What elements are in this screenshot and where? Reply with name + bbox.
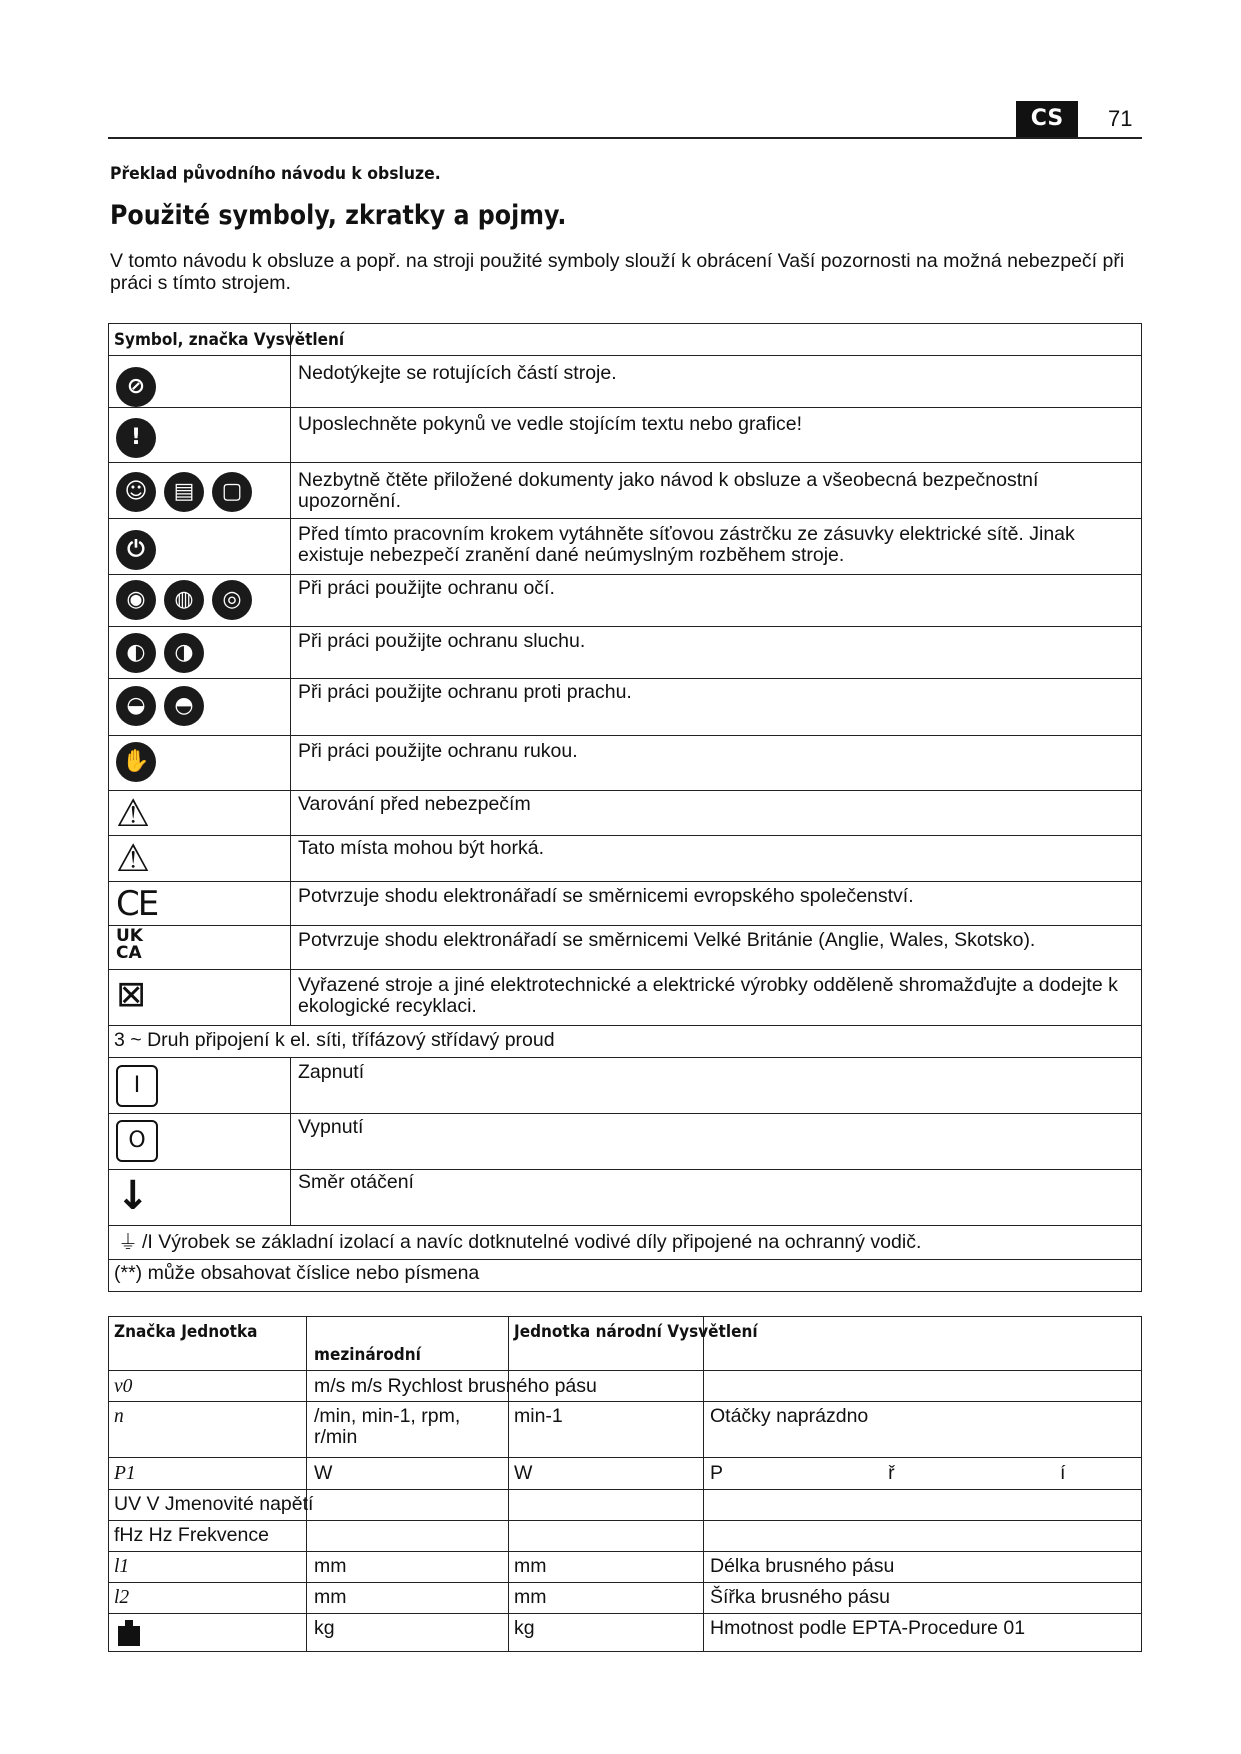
column-divider: [290, 323, 291, 1025]
symbol-description: Tato místa mohou být horká.: [298, 837, 545, 859]
row-divider: [108, 1370, 1142, 1371]
unit-cell: mm: [514, 1586, 547, 1608]
row-divider: [108, 1057, 1142, 1058]
unit-description: Šířka brusného pásu: [710, 1586, 890, 1608]
row-divider: [108, 1520, 1142, 1521]
icon-cell: [116, 973, 146, 1017]
symbol-description: Nezbytně čtěte přiložené dokumenty jako návod k obsluze a všeobecná bezpečnostní upozornění.: [298, 469, 1039, 512]
intro-paragraph: V tomto návodu k obsluze a popř. na stroji použité symboly slouží k obrácení Vaší pozornosti na možná nebezpečí při práci s tímto strojem.: [110, 250, 1125, 294]
row-divider: [108, 518, 1142, 519]
symbol-description: Při práci použijte ochranu očí.: [298, 577, 555, 599]
row-divider: [108, 835, 1142, 836]
footnote: (**) může obsahovat číslice nebo písmena: [114, 1262, 480, 1284]
icon-cell: [116, 418, 156, 458]
symbol-description: Při práci použijte ochranu proti prachu.: [298, 681, 632, 703]
unit-description: P ř í: [710, 1462, 1066, 1484]
weight-icon: [118, 1620, 140, 1646]
column-divider: [306, 1316, 307, 1652]
unit-symbol: v0: [114, 1376, 133, 1397]
row-divider: [108, 407, 1142, 408]
unit-cell: UV V Jmenovité napětí: [114, 1493, 314, 1515]
row-divider: [108, 1582, 1142, 1583]
document-subtitle: Překlad původního návodu k obsluze.: [110, 164, 441, 184]
symbol-description: Varování před nebezpečím: [298, 793, 531, 815]
units-table: [108, 1316, 1142, 1652]
row-divider: [108, 1169, 1142, 1170]
row-divider: [108, 462, 1142, 463]
unit-description: Délka brusného pásu: [710, 1555, 895, 1577]
page-number: 71: [1108, 106, 1133, 131]
row-divider: [108, 881, 1142, 882]
row-divider: [108, 925, 1142, 926]
header-rule: [108, 137, 1142, 139]
icon-cell: [116, 793, 150, 833]
ukca-mark-icon: UK CA: [116, 926, 143, 963]
protective-class-note: /I Výrobek se základní izolací a navíc dotknutelné vodivé díly připojené na ochranný vodič.: [142, 1231, 922, 1253]
row-divider: [108, 969, 1142, 970]
respirator-icon: ◓: [164, 686, 204, 726]
manual-page-icon: ▢: [212, 472, 252, 512]
row-divider: [108, 678, 1142, 679]
unit-cell: W: [314, 1462, 333, 1484]
weee-bin-icon: ⊠: [116, 974, 147, 1015]
symbol-description: Potvrzuje shodu elektronářadí se směrnicemi evropského společenství.: [298, 885, 914, 907]
row-divider: [108, 1259, 1142, 1260]
unit-cell: /min, min-1, rpm, r/min: [314, 1405, 461, 1448]
three-phase-note: 3 ~ Druh připojení k el. síti, třífázový střídavý proud: [114, 1029, 555, 1051]
icon-cell: [116, 633, 204, 673]
protective-earth-icon: ⏚: [118, 1230, 138, 1254]
row-divider: [108, 574, 1142, 575]
column-divider: [508, 1316, 509, 1652]
unit-cell: mm: [314, 1586, 347, 1608]
unit-cell: kg: [314, 1617, 335, 1639]
no-touch-rotating-icon: ⊘: [116, 367, 156, 407]
symbols-table-header: Symbol, značka Vysvětlení: [114, 330, 345, 350]
unplug-icon: ⏻: [116, 530, 156, 570]
row-divider: [108, 790, 1142, 791]
icon-cell: [116, 472, 252, 512]
row-divider: [108, 355, 1142, 356]
icon-cell: [116, 686, 204, 726]
unit-cell: fHz Hz Frekvence: [114, 1524, 269, 1546]
row-divider: [108, 626, 1142, 627]
ce-mark-icon: CE: [116, 884, 158, 924]
row-divider: [108, 1457, 1142, 1458]
row-divider: [108, 735, 1142, 736]
unit-symbol: l2: [114, 1587, 130, 1608]
icon-cell: [116, 928, 146, 962]
icon-cell: [116, 530, 156, 570]
icon-cell: [116, 1065, 158, 1107]
symbol-description: Při práci použijte ochranu sluchu.: [298, 630, 586, 652]
switch-description: Zapnutí: [298, 1061, 365, 1083]
switch-description: Směr otáčení: [298, 1171, 414, 1193]
unit-cell: W: [514, 1462, 533, 1484]
row-divider: [108, 1613, 1142, 1614]
icon-cell: [116, 884, 157, 924]
icon-cell: [116, 742, 156, 782]
units-header-col1: Značka Jednotka: [114, 1322, 258, 1342]
gloves-icon: ✋: [116, 742, 156, 782]
row-divider: [108, 1113, 1142, 1114]
read-manual-icon: ☺: [116, 472, 156, 512]
unit-description: Otáčky naprázdno: [710, 1405, 869, 1427]
safety-glasses-icon: ◎: [212, 580, 252, 620]
ear-protection-icon: ◑: [164, 633, 204, 673]
unit-symbol: n: [114, 1406, 124, 1427]
symbol-description: Nedotýkejte se rotujících částí stroje.: [298, 362, 617, 384]
unit-cell: mm: [514, 1555, 547, 1577]
goggles-icon: ◉: [116, 580, 156, 620]
unit-cell: mm: [314, 1555, 347, 1577]
icon-cell: [116, 1120, 158, 1162]
exclamation-icon: !: [116, 418, 156, 458]
icon-cell: [116, 367, 156, 407]
unit-description: Hmotnost podle EPTA-Procedure 01: [710, 1617, 1026, 1639]
unit-cell: kg: [514, 1617, 535, 1639]
icon-cell: [116, 580, 252, 620]
hot-surface-icon: ⚠: [116, 836, 151, 880]
column-divider: [703, 1316, 704, 1652]
column-divider: [290, 1057, 291, 1225]
icon-cell: [116, 838, 150, 878]
power-off-icon: O: [116, 1120, 158, 1162]
ear-muffs-icon: ◐: [116, 633, 156, 673]
face-shield-icon: ◍: [164, 580, 204, 620]
manual-book-icon: ▤: [164, 472, 204, 512]
units-header-col3: Jednotka národní Vysvětlení: [514, 1322, 758, 1342]
switch-description: Vypnutí: [298, 1116, 364, 1138]
row-divider: [108, 1489, 1142, 1490]
icon-cell: [116, 1172, 150, 1220]
symbol-description: Vyřazené stroje a jiné elektrotechnické a elektrické výrobky odděleně shromažďujte a dodejte k ekologické recyklaci.: [298, 974, 1118, 1017]
language-badge: CS: [1016, 101, 1078, 137]
units-header-col2: mezinárodní: [314, 1345, 421, 1365]
symbol-description: Před tímto pracovním krokem vytáhněte síťovou zástrčku ze zásuvky elektrické sítě. Jinak existuje nebezpečí zranění dané neúmyslným rozběhem stroje.: [298, 523, 1075, 566]
row-divider: [108, 1025, 1142, 1026]
warning-triangle-icon: ⚠: [116, 791, 151, 835]
unit-symbol: l1: [114, 1556, 130, 1577]
symbol-description: Uposlechněte pokynů ve vedle stojícím textu nebo grafice!: [298, 413, 803, 435]
dust-mask-icon: ◒: [116, 686, 156, 726]
section-title: Použité symboly, zkratky a pojmy.: [110, 200, 567, 231]
rotation-direction-icon: ↓: [116, 1173, 150, 1219]
power-on-icon: I: [116, 1065, 158, 1107]
row-divider: [108, 1551, 1142, 1552]
unit-cell: min-1: [514, 1405, 563, 1427]
row-divider: [108, 1225, 1142, 1226]
unit-cell: m/s m/s Rychlost brusného pásu: [314, 1375, 597, 1397]
unit-symbol: P1: [114, 1463, 136, 1484]
symbol-description: Při práci použijte ochranu rukou.: [298, 740, 578, 762]
symbol-description: Potvrzuje shodu elektronářadí se směrnicemi Velké Británie (Anglie, Wales, Skotsko).: [298, 929, 1036, 951]
row-divider: [108, 1401, 1142, 1402]
